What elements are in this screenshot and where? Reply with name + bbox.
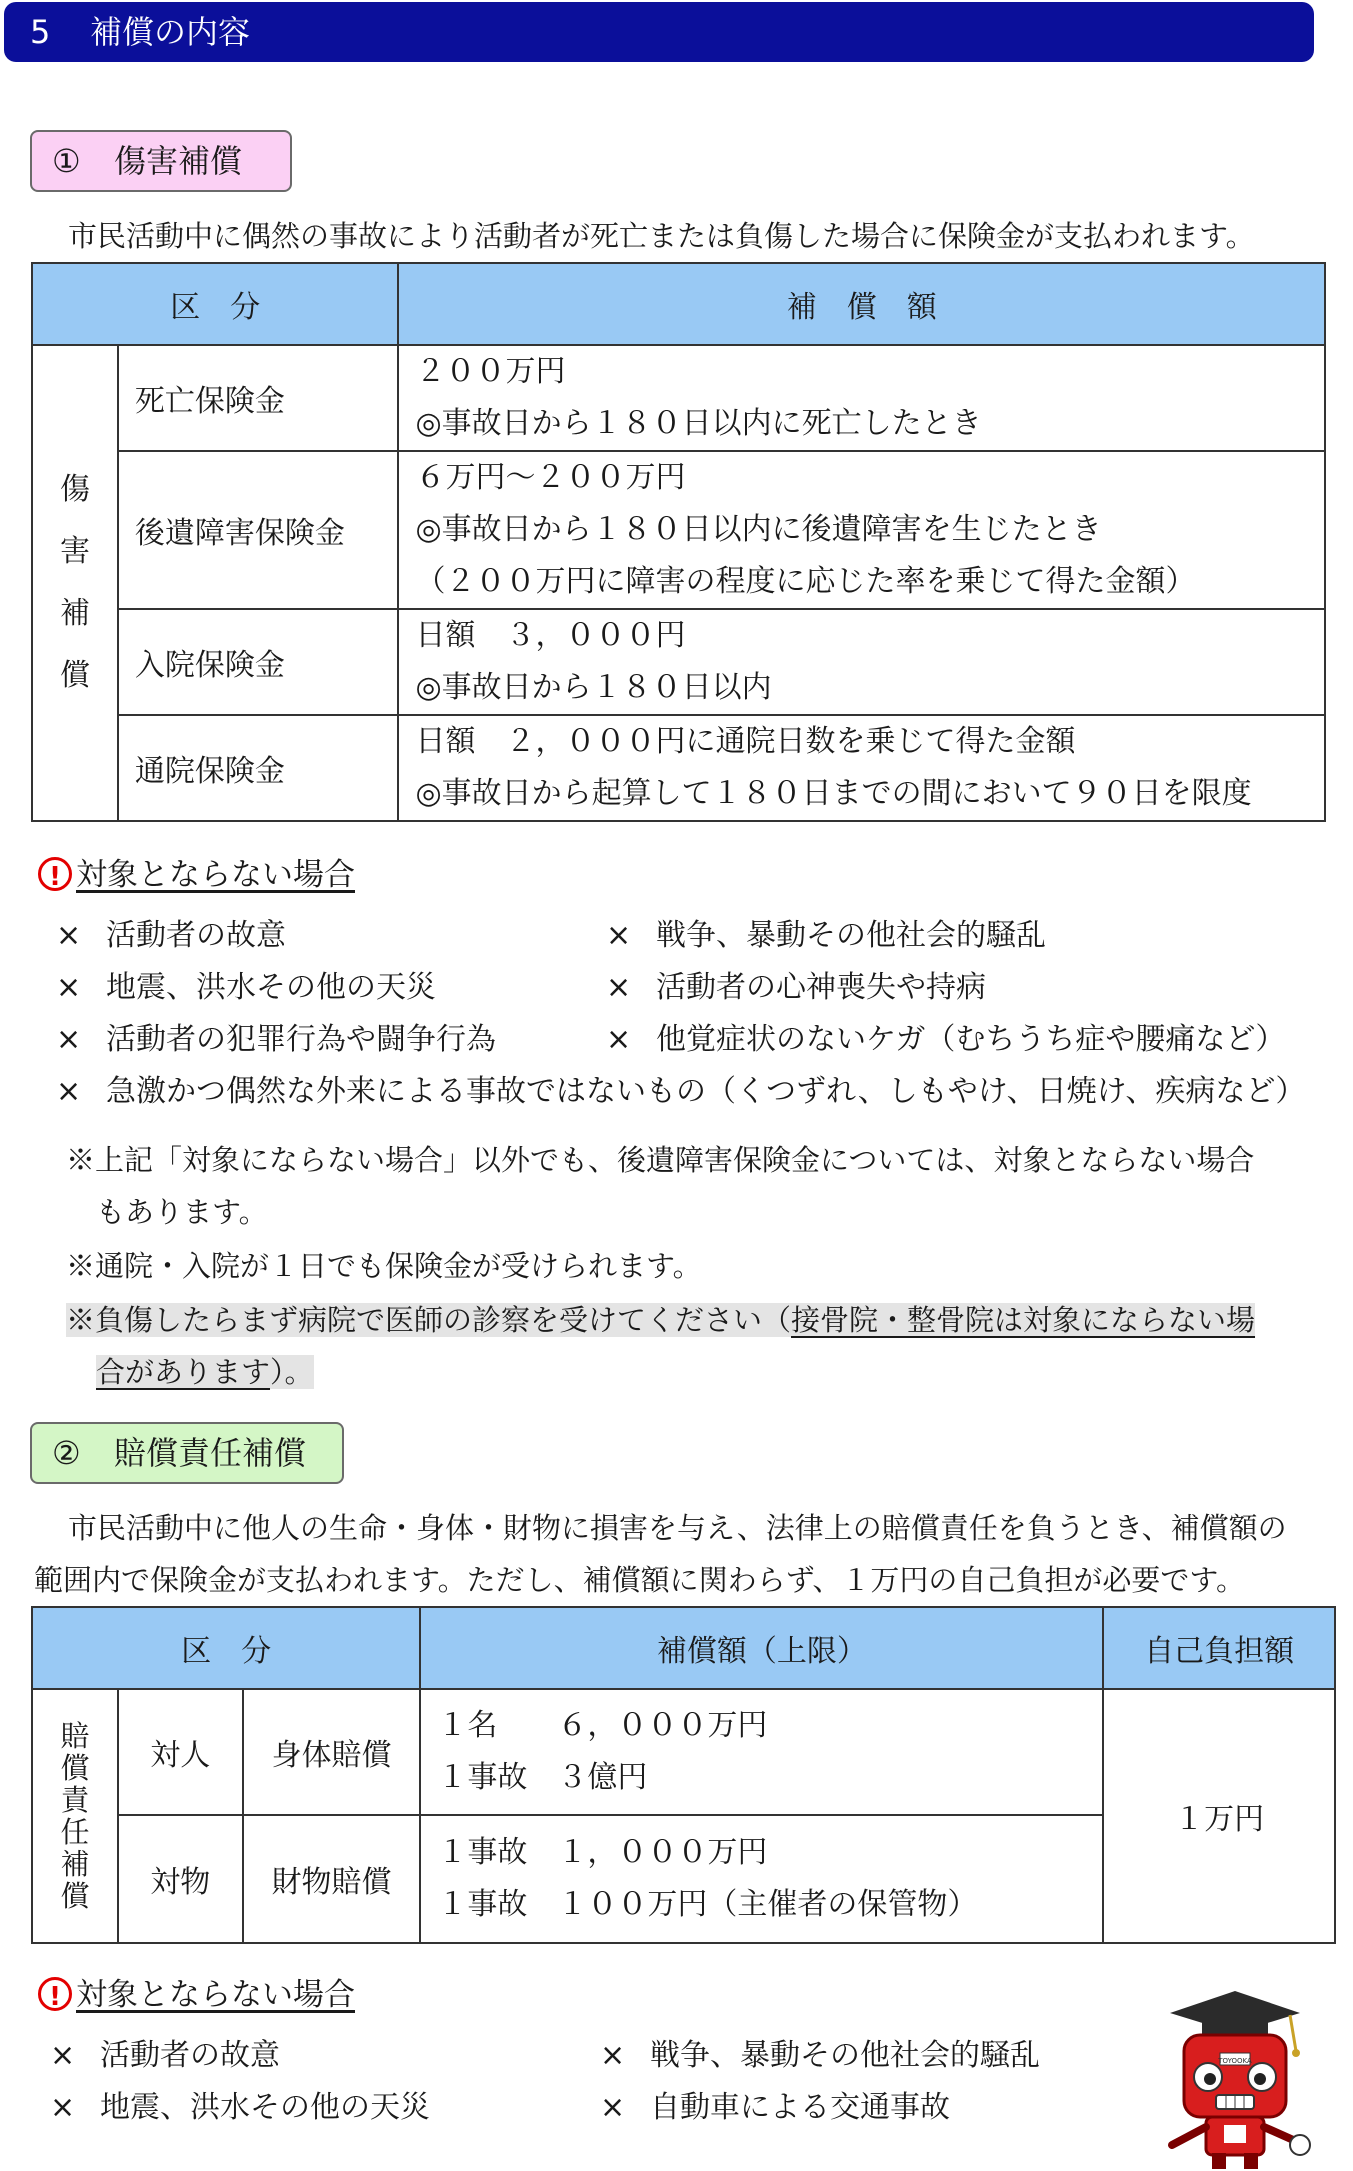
note-1-line2: もあります。 [96,1195,268,1229]
liability-head-category: 区 分 [32,1607,420,1689]
injury-row-name: 後遺障害保険金 [118,451,399,609]
injury-group-char: 償 [59,658,90,693]
injury-row-name: 通院保険金 [118,715,399,821]
cross-icon: × [56,1022,82,1057]
liability-group-char: 任 [60,1815,90,1849]
amount-line: １事故 ３億円 [437,1760,648,1795]
exclusion-text: 活動者の心神喪失や持病 [656,970,986,1005]
liability-group-char: 補 [60,1847,90,1881]
amount-line: １事故 １００万円（主催者の保管物） [437,1887,978,1922]
injury-label-text: 傷害補償 [114,142,243,180]
exclusion-text: 活動者の故意 [106,918,286,953]
injury-row-amount [398,609,1325,715]
liability-group-label [32,1689,118,1943]
exclusion-item [56,1014,496,1066]
injury-row-amount [398,345,1325,451]
exclusions-title-text: 対象とならない場合 [76,857,355,893]
exclusion-item [56,962,436,1014]
note-3-line1 [66,1294,1255,1346]
amount-line: 日額 ２，０００円に通院日数を乗じて得た金額 [415,724,1076,759]
liability-group-char: 責 [60,1783,90,1817]
liability-row-type: 対物 [118,1815,243,1943]
exclusion-item [50,2082,430,2134]
note-3-text: ）。 [270,1355,314,1389]
section-number: 5 [30,13,51,51]
cross-icon: × [600,2090,626,2125]
note-3-underlined: 合があります [96,1355,271,1389]
liability-label-number: ② [52,1434,81,1472]
exclusion-item [600,2082,950,2134]
injury-exclusions-title [38,853,355,897]
amount-line: （２００万円に障害の程度に応じた率を乗じて得た金額） [415,564,1196,599]
exclusion-item [56,910,286,962]
cross-icon: × [56,1074,82,1109]
liability-row-name: 財物賠償 [243,1815,421,1943]
injury-group-char: 傷 [59,472,90,507]
liability-label [30,1422,344,1484]
note-3-line2 [96,1346,314,1398]
amount-line: １事故 １，０００万円 [437,1835,768,1870]
mascot-badge-text: TOYOOKA [1218,2057,1252,2065]
injury-row-name: 死亡保険金 [118,345,399,451]
cross-icon: × [50,2038,76,2073]
amount-line: 日額 ３，０００円 [415,618,686,653]
exclusion-text: 戦争、暴動その他社会的騒乱 [656,918,1046,953]
exclusion-text: 地震、洪水その他の天災 [106,970,436,1005]
exclusion-item [50,2030,280,2082]
note-1-line1: ※上記「対象にならない場合」以外でも、後遺障害保険金については、対象とならない場合 [66,1143,1255,1177]
section-title: 補償の内容 [90,13,251,51]
amount-line: ◎事故日から１８０日以内に後遺障害を生じたとき [415,512,1102,547]
liability-row-amount [420,1815,1103,1943]
exclusion-item [606,1014,1285,1066]
liability-intro-line1: 市民活動中に他人の生命・身体・財物に損害を与え、法律上の賠償責任を負うとき、補償額の [68,1511,1287,1545]
section-header [4,2,1314,62]
warning-icon: ! [38,1977,72,2011]
cross-icon: × [606,918,632,953]
note-2: ※通院・入院が１日でも保険金が受けられます。 [66,1249,702,1283]
injury-label [30,130,292,192]
exclusion-item [56,1066,1305,1118]
exclusion-item [606,910,1046,962]
cross-icon: × [600,2038,626,2073]
amount-line: ◎事故日から起算して１８０日までの間において９０日を限度 [415,776,1252,811]
amount-line: １名 ６，０００万円 [437,1708,768,1743]
amount-line: ２００万円 [415,354,566,389]
exclusion-text: 活動者の犯罪行為や闘争行為 [106,1022,496,1057]
injury-row-amount [398,451,1325,609]
injury-intro: 市民活動中に偶然の事故により活動者が死亡または負傷した場合に保険金が支払われます。 [68,219,1255,253]
injury-group-char: 害 [59,534,90,569]
liability-intro-line2: 範囲内で保険金が支払われます。ただし、補償額に関わらず、１万円の自己負担が必要です。 [34,1563,1246,1597]
cross-icon: × [606,1022,632,1057]
warning-icon: ! [38,857,72,891]
exclusion-text: 活動者の故意 [100,2038,280,2073]
amount-line: ◎事故日から１８０日以内 [415,670,772,705]
injury-group-char: 補 [59,596,90,631]
liability-group-char: 賠 [60,1719,90,1753]
liability-label-text: 賠償責任補償 [114,1434,307,1472]
injury-table [31,262,1326,822]
liability-table [31,1606,1336,1944]
amount-line: ◎事故日から１８０日以内に死亡したとき [415,406,982,441]
injury-row-name: 入院保険金 [118,609,399,715]
injury-group-label [32,345,118,821]
liability-head-deductible: 自己負担額 [1103,1607,1335,1689]
exclusion-text: 地震、洪水その他の天災 [100,2090,430,2125]
liability-head-amount: 補償額（上限） [420,1607,1103,1689]
liability-row-type: 対人 [118,1689,243,1815]
exclusions-title-text: 対象とならない場合 [76,1977,355,2013]
mascot-robot-icon [1150,1985,1320,2171]
cross-icon: × [606,970,632,1005]
liability-row-name: 身体賠償 [243,1689,421,1815]
exclusion-text: 自動車による交通事故 [650,2090,950,2125]
exclusion-item [600,2030,1040,2082]
cross-icon: × [56,918,82,953]
injury-label-number: ① [52,142,81,180]
amount-line: ６万円～２００万円 [415,460,686,495]
liability-group-char: 償 [60,1751,90,1785]
injury-row-amount [398,715,1325,821]
exclusion-text: 急激かつ偶然な外来による事故ではないもの（くつずれ、しもやけ、日焼け、疾病など） [106,1074,1306,1109]
liability-deductible: １万円 [1103,1689,1335,1943]
injury-head-category: 区 分 [32,263,398,345]
cross-icon: × [56,970,82,1005]
note-3-underlined: 接骨院・整骨院は対象にならない場 [791,1303,1256,1337]
exclusion-item [606,962,986,1014]
exclusion-text: 戦争、暴動その他社会的騒乱 [650,2038,1040,2073]
liability-group-char: 償 [60,1879,90,1913]
injury-head-amount: 補 償 額 [398,263,1325,345]
cross-icon: × [50,2090,76,2125]
liability-row-amount [420,1689,1103,1815]
liability-exclusions-title [38,1973,355,2017]
exclusion-text: 他覚症状のないケガ（むちうち症や腰痛など） [656,1022,1286,1057]
note-3-text: ※負傷したらまず病院で医師の診察を受けてください（ [66,1303,792,1337]
